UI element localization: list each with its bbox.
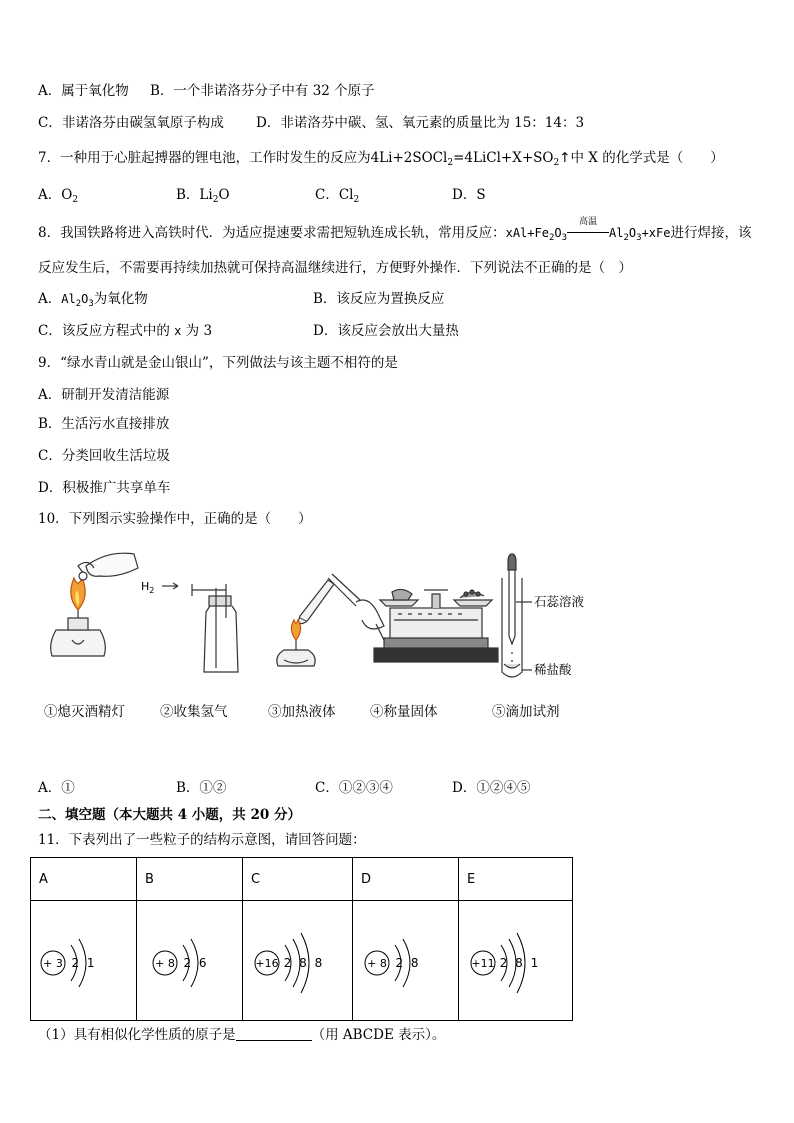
gas-arrow-icon: ↑ <box>559 150 571 166</box>
nucleus-charge: +16 <box>255 957 279 970</box>
h2-label: $H_2$ <box>141 580 155 595</box>
q10-option-b: B．①② <box>176 780 227 796</box>
q7-option-a: A．$O_2$ <box>38 187 79 205</box>
q11-sub-question-1 <box>38 1025 445 1045</box>
nucleus-charge: +11 <box>471 957 495 970</box>
q6-option-b: B．一个非诺洛芬分子中有 32 个原子 <box>150 83 375 99</box>
q8-option-b: B．该反应为置换反应 <box>313 291 445 307</box>
nucleus-charge: + 3 <box>43 957 63 970</box>
q9-option-a: A．研制开发清洁能源 <box>38 387 170 403</box>
q7-sub: 2 <box>553 158 560 168</box>
q8-equation: $xAl+Fe_2O_3$ 高温 $Al_2O_3+xFe$ <box>505 217 671 243</box>
q11-stem: 11．下表列出了一些粒子的结构示意图，请回答问题： <box>38 832 366 848</box>
q8-option-c: C．该反应方程式中的 x 为 3 <box>38 323 213 339</box>
gas-bottle-illustration <box>141 580 238 672</box>
q9-stem: 9．“绿水青山就是金山银山”，下列做法与该主题不相符的是 <box>38 355 398 371</box>
q6-option-c: C．非诺洛芬由碳氢氧原子构成 <box>38 115 224 131</box>
electron-shells: 2 8 1 <box>499 956 539 970</box>
q8-stem-continued: 反应发生后，不需要再持续加热就可保持高温继续进行，方便野外操作．下列说法不正确的是（ ） <box>38 260 632 276</box>
caption-heat-liquid: ③加热液体 <box>268 704 336 720</box>
nucleus-charge: + 8 <box>367 957 387 970</box>
table-header-c: C <box>243 858 353 901</box>
atom-structure-table <box>30 857 573 1021</box>
q7-equation-part1: 4Li+2SOCl <box>370 150 448 166</box>
table-header-b: B <box>137 858 243 901</box>
q9-option-b: B．生活污水直接排放 <box>38 416 170 432</box>
q7-equation-part2: =4LiCl+X+SO <box>453 150 554 166</box>
dropper-test-tube-illustration <box>502 554 585 677</box>
q6-option-d: D．非诺洛芬中碳、氢、氧元素的质量比为 15：14：3 <box>256 115 585 131</box>
section-heading-fill-in: 二、填空题（本大题共 4 小题，共 20 分） <box>38 807 301 823</box>
caption-extinguish-lamp: ①熄灭酒精灯 <box>44 704 125 720</box>
balance-scale-illustration <box>374 589 498 662</box>
q6-option-a: A．属于氧化物 <box>38 83 129 99</box>
alcohol-lamp-illustration <box>51 553 138 656</box>
atom-diagram-a <box>31 901 137 1021</box>
lab-operations-figure <box>38 548 758 698</box>
q8-stem-text: 8．我国铁路将进入高铁时代．为适应提速要求需把短轨连成长轨，常用反应： <box>38 225 506 241</box>
q7-sub: 2 <box>447 158 454 168</box>
caption-add-reagent: ⑤滴加试剂 <box>492 704 560 720</box>
q10-option-c: C．①②③④ <box>315 780 393 796</box>
q11-sub1-text: （1）具有相似化学性质的原子是 <box>38 1027 236 1043</box>
electron-shells: 2 8 8 <box>283 956 323 970</box>
q7-stem <box>38 148 724 168</box>
q10-option-a: A．① <box>38 780 75 796</box>
electron-shells: 2 8 <box>395 956 419 970</box>
q7-option-d: D．S <box>452 187 486 203</box>
dilute-hcl-label: 稀盐酸 <box>534 662 572 677</box>
table-header-a: A <box>31 858 137 901</box>
q7-stem-end: 中 X 的化学式是（ ） <box>570 150 724 166</box>
atom-diagram-e <box>459 901 573 1021</box>
electron-shells: 2 6 <box>183 956 207 970</box>
q8-stem <box>38 217 752 243</box>
table-header-d: D <box>353 858 459 901</box>
table-header-e: E <box>459 858 573 901</box>
answer-blank[interactable] <box>236 1026 312 1041</box>
q8-option-a: A．$Al_2O_3$为氧化物 <box>38 291 148 309</box>
q10-option-d: D．①②④⑤ <box>452 780 531 796</box>
q11-sub1-text-end: （用 ABCDE 表示）。 <box>311 1027 446 1043</box>
q7-option-c: C．$Cl_2$ <box>315 187 360 205</box>
q7-option-b: B．$Li_2O$ <box>176 187 230 205</box>
q7-stem-text: 7．一种用于心脏起搏器的锂电池，工作时发生的反应为 <box>38 150 371 166</box>
electron-shells: 2 1 <box>71 956 95 970</box>
q10-stem: 10．下列图示实验操作中，正确的是（ ） <box>38 511 312 527</box>
q9-option-c: C．分类回收生活垃圾 <box>38 448 170 464</box>
caption-weigh-solid: ④称量固体 <box>370 704 438 720</box>
q8-option-d: D．该反应会放出大量热 <box>313 323 459 339</box>
atom-diagram-b <box>137 901 243 1021</box>
atom-diagram-c <box>243 901 353 1021</box>
heating-test-tube-illustration <box>277 574 386 666</box>
nucleus-charge: + 8 <box>155 957 175 970</box>
q8-stem-text-b: 进行焊接，该 <box>670 225 752 241</box>
atom-diagram-d <box>353 901 459 1021</box>
q9-option-d: D．积极推广共享单车 <box>38 480 171 496</box>
q8-reaction-condition: 高温 <box>567 223 609 243</box>
caption-collect-hydrogen: ②收集氢气 <box>160 704 228 720</box>
litmus-solution-label: 石蕊溶液 <box>534 594 585 609</box>
